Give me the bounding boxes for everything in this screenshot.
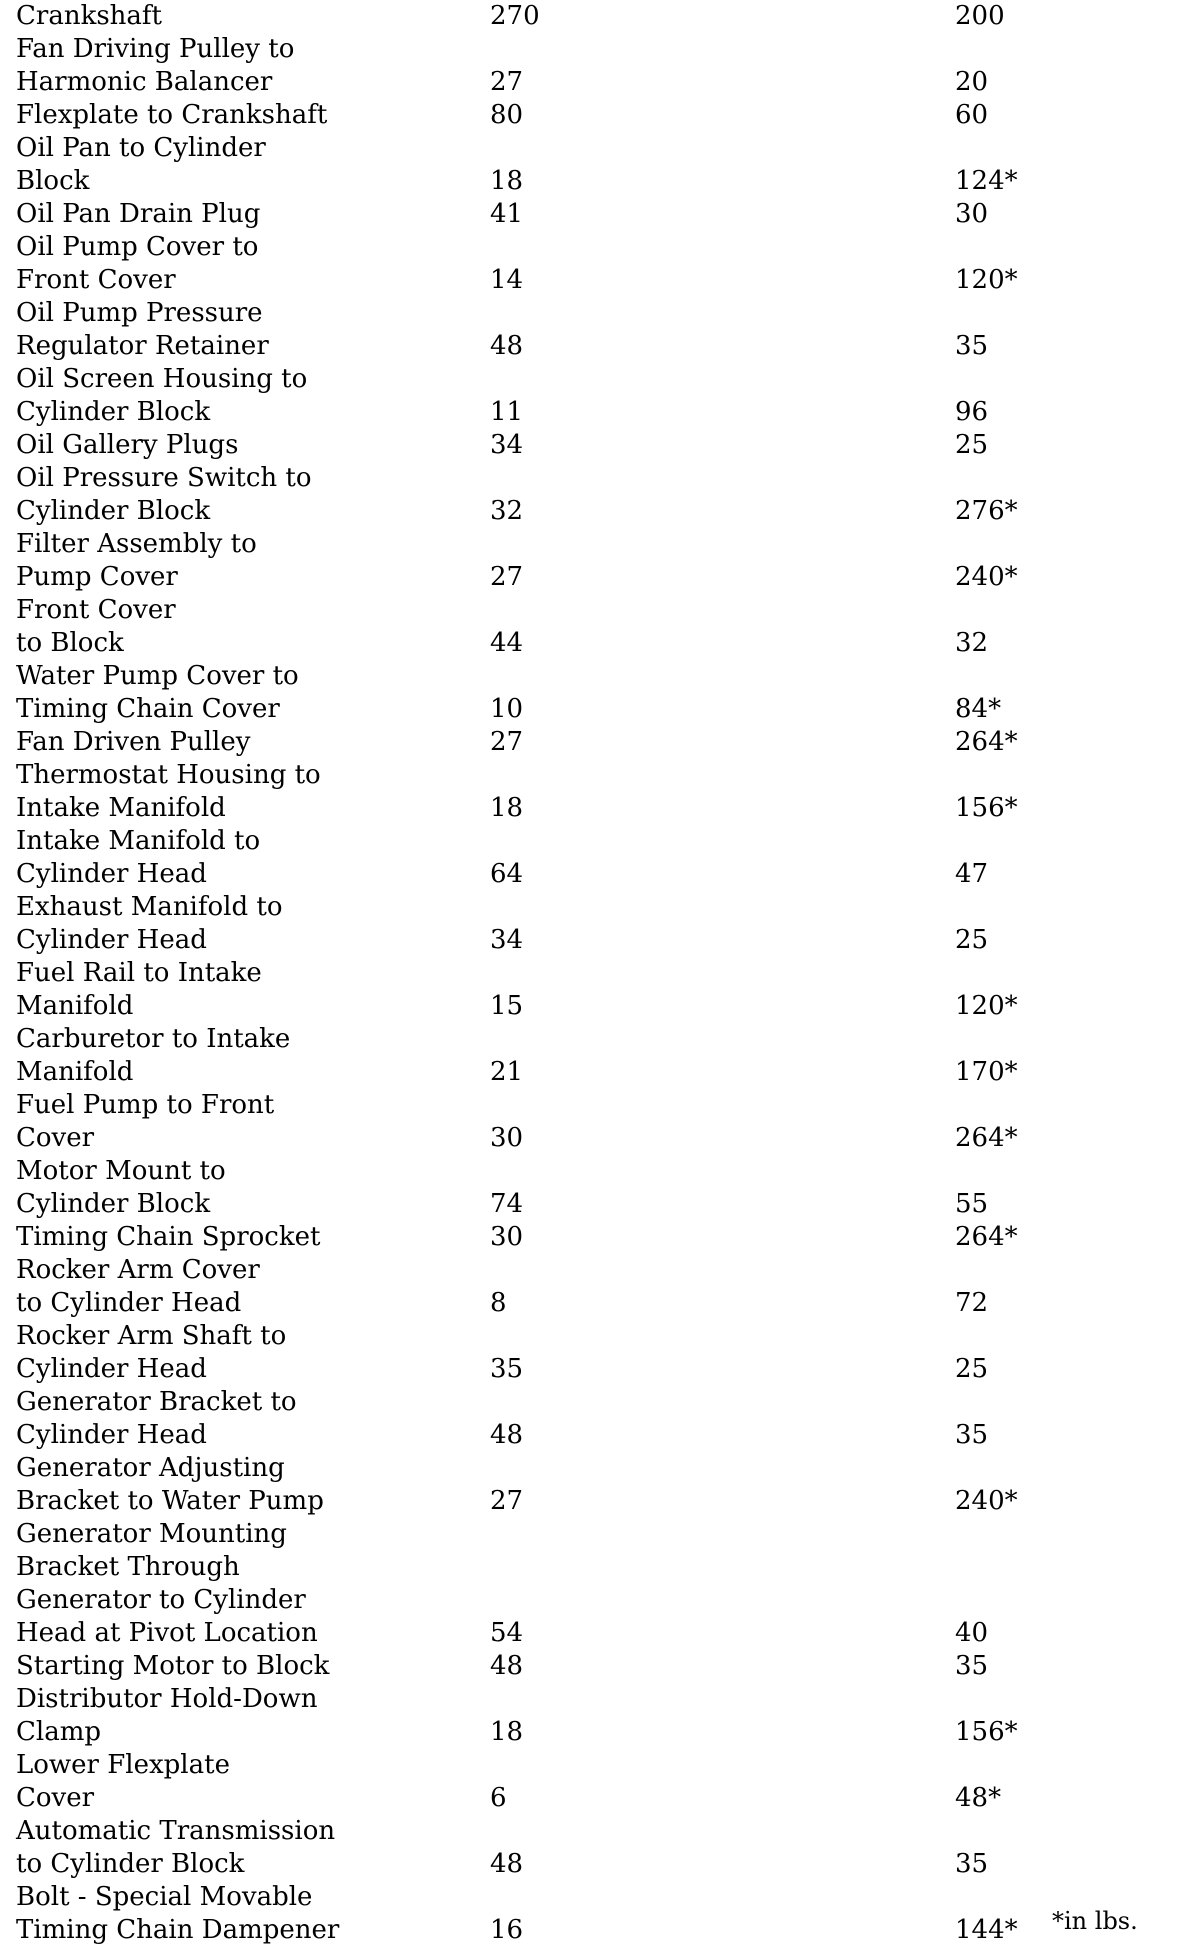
row-line xyxy=(0,132,1184,165)
torque-ftlbs-value: 35 xyxy=(955,1420,989,1450)
table-row xyxy=(0,1254,1184,1320)
torque-ftlbs-value: 55 xyxy=(955,1189,989,1219)
torque-nm-value: 34 xyxy=(490,430,524,460)
table-row xyxy=(0,891,1184,957)
fastener-description: Clamp xyxy=(16,1717,102,1747)
torque-nm-value: 27 xyxy=(490,1486,524,1516)
fastener-description: Thermostat Housing to xyxy=(16,760,321,790)
row-line xyxy=(0,495,1184,528)
table-row xyxy=(0,132,1184,198)
row-line xyxy=(0,1914,1184,1947)
fastener-description: Bolt - Special Movable xyxy=(16,1882,313,1912)
fastener-description: Cylinder Block xyxy=(16,397,211,427)
fastener-description: Timing Chain Sprocket xyxy=(16,1222,321,1252)
row-line xyxy=(0,1749,1184,1782)
row-line xyxy=(0,1485,1184,1518)
torque-nm-value: 15 xyxy=(490,991,524,1021)
torque-ftlbs-value: 30 xyxy=(955,199,989,229)
torque-nm-value: 30 xyxy=(490,1222,524,1252)
fastener-description: Carburetor to Intake xyxy=(16,1024,291,1054)
fastener-description: Generator Mounting xyxy=(16,1519,287,1549)
row-line xyxy=(0,1617,1184,1650)
row-line xyxy=(0,1881,1184,1914)
torque-nm-value: 48 xyxy=(490,1849,524,1879)
row-line xyxy=(0,330,1184,363)
fastener-description: to Cylinder Block xyxy=(16,1849,245,1879)
torque-ftlbs-value: 264* xyxy=(955,727,1018,757)
fastener-description: Oil Pan to Cylinder xyxy=(16,133,266,163)
torque-nm-value: 18 xyxy=(490,166,524,196)
row-line xyxy=(0,594,1184,627)
fastener-description: Cylinder Head xyxy=(16,1354,207,1384)
row-line xyxy=(0,198,1184,231)
row-line xyxy=(0,165,1184,198)
torque-ftlbs-value: 25 xyxy=(955,925,989,955)
table-row xyxy=(0,462,1184,528)
row-line xyxy=(0,1815,1184,1848)
row-line xyxy=(0,891,1184,924)
table-row xyxy=(0,1749,1184,1815)
table-row xyxy=(0,1815,1184,1881)
fastener-description: Oil Pump Cover to xyxy=(16,232,259,262)
row-line xyxy=(0,1254,1184,1287)
row-line xyxy=(0,462,1184,495)
torque-nm-value: 44 xyxy=(490,628,524,658)
torque-ftlbs-value: 72 xyxy=(955,1288,989,1318)
torque-nm-value: 34 xyxy=(490,925,524,955)
row-line xyxy=(0,99,1184,132)
torque-nm-value: 18 xyxy=(490,1717,524,1747)
torque-nm-value: 32 xyxy=(490,496,524,526)
torque-nm-value: 64 xyxy=(490,859,524,889)
torque-nm-value: 6 xyxy=(490,1783,507,1813)
row-line xyxy=(0,1353,1184,1386)
table-row xyxy=(0,957,1184,1023)
torque-ftlbs-value: 47 xyxy=(955,859,989,889)
table-row xyxy=(0,1650,1184,1683)
torque-nm-value: 21 xyxy=(490,1057,524,1087)
torque-ftlbs-value: 48* xyxy=(955,1783,1002,1813)
row-line xyxy=(0,0,1184,33)
fastener-description: Water Pump Cover to xyxy=(16,661,299,691)
torque-nm-value: 35 xyxy=(490,1354,524,1384)
fastener-description: to Block xyxy=(16,628,124,658)
row-line xyxy=(0,264,1184,297)
torque-ftlbs-value: 200 xyxy=(955,1,1005,31)
row-line xyxy=(0,1518,1184,1551)
torque-ftlbs-value: 96 xyxy=(955,397,989,427)
torque-nm-value: 54 xyxy=(490,1618,524,1648)
row-line xyxy=(0,231,1184,264)
fastener-description: Cylinder Block xyxy=(16,1189,211,1219)
table-row xyxy=(0,1881,1184,1947)
table-row xyxy=(0,363,1184,429)
torque-ftlbs-value: 35 xyxy=(955,1849,989,1879)
row-line xyxy=(0,759,1184,792)
torque-nm-value: 27 xyxy=(490,67,524,97)
row-line xyxy=(0,1683,1184,1716)
fastener-description: Intake Manifold xyxy=(16,793,226,823)
row-line xyxy=(0,1122,1184,1155)
row-line xyxy=(0,825,1184,858)
table-row xyxy=(0,297,1184,363)
torque-nm-value: 10 xyxy=(490,694,524,724)
fastener-description: Oil Screen Housing to xyxy=(16,364,308,394)
row-line xyxy=(0,1848,1184,1881)
fastener-description: Bracket to Water Pump xyxy=(16,1486,324,1516)
inch-pounds-footnote: *in lbs. xyxy=(1052,1907,1138,1935)
table-row xyxy=(0,759,1184,825)
fastener-description: Front Cover xyxy=(16,265,176,295)
table-row xyxy=(0,231,1184,297)
torque-nm-value: 48 xyxy=(490,1651,524,1681)
fastener-description: Oil Gallery Plugs xyxy=(16,430,239,460)
torque-nm-value: 27 xyxy=(490,562,524,592)
table-row xyxy=(0,528,1184,594)
table-row xyxy=(0,660,1184,726)
table-row xyxy=(0,33,1184,99)
table-row xyxy=(0,726,1184,759)
fastener-description: Exhaust Manifold to xyxy=(16,892,283,922)
row-line xyxy=(0,1584,1184,1617)
row-line xyxy=(0,726,1184,759)
row-line xyxy=(0,33,1184,66)
torque-ftlbs-value: 156* xyxy=(955,1717,1018,1747)
torque-nm-value: 48 xyxy=(490,1420,524,1450)
fastener-description: to Cylinder Head xyxy=(16,1288,242,1318)
fastener-description: Manifold xyxy=(16,991,134,1021)
torque-nm-value: 8 xyxy=(490,1288,507,1318)
fastener-description: Fuel Rail to Intake xyxy=(16,958,262,988)
fastener-description: Generator to Cylinder xyxy=(16,1585,306,1615)
row-line xyxy=(0,396,1184,429)
fastener-description: Rocker Arm Cover xyxy=(16,1255,260,1285)
table-row xyxy=(0,1155,1184,1221)
row-line xyxy=(0,1287,1184,1320)
torque-nm-value: 30 xyxy=(490,1123,524,1153)
fastener-description: Crankshaft xyxy=(16,1,162,31)
fastener-description: Intake Manifold to xyxy=(16,826,261,856)
fastener-description: Starting Motor to Block xyxy=(16,1651,330,1681)
fastener-description: Block xyxy=(16,166,90,196)
row-line xyxy=(0,1056,1184,1089)
table-row xyxy=(0,594,1184,660)
table-row xyxy=(0,1386,1184,1452)
table-row xyxy=(0,1221,1184,1254)
row-line xyxy=(0,957,1184,990)
fastener-description: Cover xyxy=(16,1123,95,1153)
row-line xyxy=(0,1320,1184,1353)
table-row xyxy=(0,0,1184,33)
fastener-description: Motor Mount to xyxy=(16,1156,226,1186)
fastener-description: Fan Driving Pulley to xyxy=(16,34,295,64)
row-line xyxy=(0,561,1184,594)
table-row xyxy=(0,1683,1184,1749)
torque-ftlbs-value: 124* xyxy=(955,166,1018,196)
torque-ftlbs-value: 25 xyxy=(955,430,989,460)
fastener-description: Cylinder Head xyxy=(16,925,207,955)
table-row xyxy=(0,99,1184,132)
torque-ftlbs-value: 35 xyxy=(955,331,989,361)
row-line xyxy=(0,429,1184,462)
table-row xyxy=(0,1089,1184,1155)
row-line xyxy=(0,1155,1184,1188)
torque-ftlbs-value: 264* xyxy=(955,1123,1018,1153)
row-line xyxy=(0,924,1184,957)
table-row xyxy=(0,429,1184,462)
table-row xyxy=(0,1452,1184,1518)
torque-nm-value: 11 xyxy=(490,397,524,427)
torque-nm-value: 270 xyxy=(490,1,540,31)
row-line xyxy=(0,297,1184,330)
torque-nm-value: 74 xyxy=(490,1189,524,1219)
torque-ftlbs-value: 25 xyxy=(955,1354,989,1384)
fastener-description: Pump Cover xyxy=(16,562,178,592)
row-line xyxy=(0,363,1184,396)
fastener-description: Harmonic Balancer xyxy=(16,67,273,97)
torque-ftlbs-value: 144* xyxy=(955,1915,1018,1945)
torque-ftlbs-value: 32 xyxy=(955,628,989,658)
table-row xyxy=(0,198,1184,231)
table-row xyxy=(0,1518,1184,1650)
fastener-description: Filter Assembly to xyxy=(16,529,257,559)
row-line xyxy=(0,1716,1184,1749)
fastener-description: Front Cover xyxy=(16,595,176,625)
fastener-description: Fuel Pump to Front xyxy=(16,1090,275,1120)
fastener-description: Automatic Transmission xyxy=(16,1816,336,1846)
torque-nm-value: 14 xyxy=(490,265,524,295)
table-row xyxy=(0,825,1184,891)
fastener-description: Rocker Arm Shaft to xyxy=(16,1321,287,1351)
torque-nm-value: 48 xyxy=(490,331,524,361)
torque-ftlbs-value: 20 xyxy=(955,67,989,97)
fastener-description: Distributor Hold-Down xyxy=(16,1684,318,1714)
fastener-description: Head at Pivot Location xyxy=(16,1618,318,1648)
torque-ftlbs-value: 84* xyxy=(955,694,1002,724)
row-line xyxy=(0,693,1184,726)
fastener-description: Cylinder Head xyxy=(16,1420,207,1450)
row-line xyxy=(0,1650,1184,1683)
row-line xyxy=(0,528,1184,561)
torque-ftlbs-value: 240* xyxy=(955,1486,1018,1516)
row-line xyxy=(0,1188,1184,1221)
row-line xyxy=(0,627,1184,660)
row-line xyxy=(0,1419,1184,1452)
table-row xyxy=(0,1320,1184,1386)
row-line xyxy=(0,990,1184,1023)
fastener-description: Oil Pump Pressure xyxy=(16,298,263,328)
fastener-description: Regulator Retainer xyxy=(16,331,269,361)
row-line xyxy=(0,66,1184,99)
torque-nm-value: 41 xyxy=(490,199,524,229)
torque-ftlbs-value: 276* xyxy=(955,496,1018,526)
torque-nm-value: 16 xyxy=(490,1915,524,1945)
row-line xyxy=(0,1782,1184,1815)
torque-ftlbs-value: 35 xyxy=(955,1651,989,1681)
fastener-description: Timing Chain Dampener xyxy=(16,1915,340,1945)
torque-ftlbs-value: 120* xyxy=(955,991,1018,1021)
fastener-description: Fan Driven Pulley xyxy=(16,727,251,757)
row-line xyxy=(0,1221,1184,1254)
row-line xyxy=(0,792,1184,825)
fastener-description: Timing Chain Cover xyxy=(16,694,280,724)
table-row xyxy=(0,1023,1184,1089)
row-line xyxy=(0,1452,1184,1485)
fastener-description: Oil Pressure Switch to xyxy=(16,463,312,493)
row-line xyxy=(0,1089,1184,1122)
torque-ftlbs-value: 240* xyxy=(955,562,1018,592)
row-line xyxy=(0,1386,1184,1419)
fastener-description: Flexplate to Crankshaft xyxy=(16,100,328,130)
row-line xyxy=(0,1023,1184,1056)
torque-nm-value: 18 xyxy=(490,793,524,823)
row-line xyxy=(0,858,1184,891)
fastener-description: Manifold xyxy=(16,1057,134,1087)
torque-nm-value: 27 xyxy=(490,727,524,757)
torque-ftlbs-value: 156* xyxy=(955,793,1018,823)
row-line xyxy=(0,660,1184,693)
torque-ftlbs-value: 264* xyxy=(955,1222,1018,1252)
fastener-description: Generator Bracket to xyxy=(16,1387,297,1417)
torque-ftlbs-value: 120* xyxy=(955,265,1018,295)
row-line xyxy=(0,1551,1184,1584)
torque-ftlbs-value: 170* xyxy=(955,1057,1018,1087)
torque-nm-value: 80 xyxy=(490,100,524,130)
fastener-description: Oil Pan Drain Plug xyxy=(16,199,261,229)
fastener-description: Cylinder Head xyxy=(16,859,207,889)
fastener-description: Cover xyxy=(16,1783,95,1813)
fastener-description: Lower Flexplate xyxy=(16,1750,230,1780)
torque-ftlbs-value: 60 xyxy=(955,100,989,130)
fastener-description: Generator Adjusting xyxy=(16,1453,285,1483)
fastener-description: Bracket Through xyxy=(16,1552,240,1582)
torque-ftlbs-value: 40 xyxy=(955,1618,989,1648)
fastener-description: Cylinder Block xyxy=(16,496,211,526)
